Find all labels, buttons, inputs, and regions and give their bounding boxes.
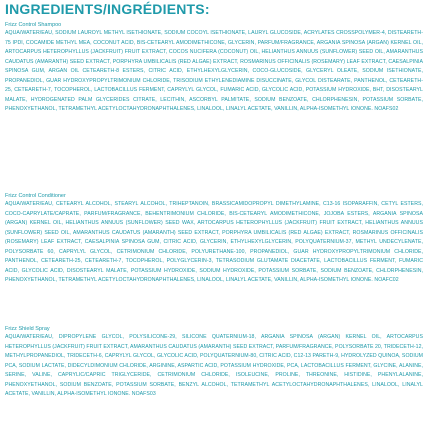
shampoo-ingredients: AQUA/WATER/EAU, SODIUM LAUROYL METHYL ISETHIONATE, SODIUM COCOYL ISETHIONATE, LAURYL GLUCOSIDE, ACRYLATES CROSSPOLYMER-4, DISTEARETH-75 IPDI, COCAMIDE METHYL MEA, COCONUT ACID, BIS-CETEARYL AMODIMETHICONE, GLYCERIN, PARFUM/FRAGRANCE, ARGANIA SPINOSA (ARGAN) KERNEL OIL, ARTOCARPUS HETEROPHYLLUS (JACKFRUIT) FRUIT EXTRACT, COCOS NUCIFERA (COCONUT) OIL, HELIANTHUS ANNUUS (SUNFLOWER) SEED OIL, AMARANTHUS CAUDATUS (AMARANTH) SEED EXTRACT, PORPHYRA UMBILICALIS (RED ALGAE) EXTRACT, ROSMARINUS OFFICINALIS (ROSEMARY) LEAF EXTRACT, CAESALPINIA SPINOSA GUM, ARGAN OIL CETEARETH-8 ESTERS, CITRIC ACID, ETHYLHEXYLGLYCERIN, COCO-GLUCOSIDE, GLYCERYL OLEATE, SODIUM ISETHIONATE, PROPANEDIOL, GUAR HYDROXYPROPYLTRIMONIUM CHLORIDE, TRISODIUM ETHYLENEDIAMINE DISUCCINATE, GLYCOL DISTEARATE, PANTHENOL, CETEARETH-25, CETEARETH-7, TOCOPHEROL, LACTOBACILLUS FERMENT, CAPRYLYL GLYCOL, FUMARIC ACID, GLYCOLIC ACID, POTASSIUM HYDROXIDE, BHT, DISOSTEARYL MALATE, HYDROGENATED PALM GLYCERIDES CITRATE, LECITHIN, ASCORBYL PALMITATE, SODIUM BENZOATE, CHLORPHENESIN, POTASSIUM SORBATE, PHENOXYETHANOL, TETRAMETHYL ACETYLOCTAHYDRONAPHTHALENES, LINALOOL, LINALYL ACETATE, VANILLIN, ALPHA-ISOMETHYL IONONE. NOAFS02 [5,30,423,113]
conditioner-ingredients: AQUA/WATER/EAU, CETEARYL ALCOHOL, STEARYL ALCOHOL, TRIHEPTANOIN, BRASSICAMIDOPROPYL DIMETHYLAMINE, C13-16 ISOPARAFFIN, CETYL ESTERS, COCO-CAPRYLATE/CAPRATE, PARFUM/FRAGRANCE, BEHENTRIMONIUM CHLORIDE, BIS-CETEARYL AMODIMETHICONE, JOJOBA ESTERS, ARGANIA SPINOSA (ARGAN) KERNEL OIL, HELIANTHUS ANNUUS (SUNFLOWER) SEED WAX, ARTOCARPUS HETEROPHYLLUS (JACKFRUIT) FRUIT EXTRACT, HELIANTHUS ANNUUS (SUNFLOWER) SEED OIL, AMARANTHUS CAUDATUS (AMARANTH) SEED EXTRACT, PORPHYRA UMBILICALIS (RED ALGAE) EXTRACT, ROSMARINUS OFFICINALIS (ROSEMARY) LEAF EXTRACT, CAESALPINIA SPINOSA GUM, CITRIC ACID, GLYCERIN, ETHYLHEXYLGLYCERIN, POLYQUATERNIUM-37, METHYL UNDECYLENATE, POLYSORBATE 60, CAPRYLYL GLYCOL, CETRIMONIUM CHLORIDE, POLYURETHANE-100, PROPANEDIOL, GUAR HYDROXYPROPYLTRIMONIUM CHLORIDE, PANTHENOL, CETEARETH-25, CETEARETH-7, TOCOPHEROL, POLYGLYCERIN-3, TETRASODIUM GLUTAMATE DIACETATE, LACTOBACILLUS FERMENT, FUMARIC ACID, GLYCOLIC ACID, DISOSTEARYL MALATE, POTASSIUM HYDROXIDE, SODIUM HYDROXIDE, POTASSIUM SORBATE, SODIUM BENZOATE, CHLORPHENESIN, PHENOXYETHANOL, TETRAMETHYL ACETYLOCTAHYDRONAPHTHALENES, LINALOOL, LINALYL ACETATE, VANILLIN, ALPHA-ISOMETHYL IONONE. NOAFC02 [5,201,423,284]
spray-ingredients: AQUA/WATER/EAU, DIPROPYLENE GLYCOL, POLYSILICONE-29, SILICONE QUATERNIUM-18, ARGANIA SPINOSA (ARGAN) KERNEL OIL, ARTOCARPUS HETEROPHYLLUS (JACKFRUIT) FRUIT EXTRACT, AMARANTHUS CAUDATUS (AMARANTH) SEED EXTRACT, PARFUM/FRAGRANCE, POLYSORBATE 20, TRIDECETH-12, METHYLPROPANEDIOL, TRIDECETH-6, CAPRYLYL GLYCOL, GLYCOLIC ACID, POLYQUATERNIUM-80, CITRIC ACID, C12-13 PARETH-9, HYDROLYZED QUINOA, SODIUM PCA, SODIUM LACTATE, DIDECYLDIMONIUM CHLORIDE, ARGININE, ASPARTIC ACID, POTASSIUM HYDROXIDE, PCA, LACTOBACILLUS FERMENT, GLYCINE, ALANINE, SERINE, VALINE, CAPRYLIC/CAPRIC TRIGLYCERIDE, CETRIMONIUM CHLORIDE, ISOLEUCINE, PROLINE, THREONINE, HISTIDINE, PHENYLALANINE, PHENOXYETHANOL, SODIUM BENZOATE, POTASSIUM SORBATE, BENZYL ALCOHOL, TETRAMETHYL ACETYLOCTAHYDRONAPHTHALENES, LINALOOL, LINALYL ACETATE, VANILLIN, ALPHA-ISOMETHYL IONONE. NOAFS03 [5,334,423,398]
ingredients-heading: INGREDIENTS/INGRÉDIENTS: [5,1,210,17]
spray-title: Frizz Shield Spray [5,326,50,332]
conditioner-title: Frizz Control Conditioner [5,193,66,199]
shampoo-title: Frizz Control Shampoo [5,22,62,28]
